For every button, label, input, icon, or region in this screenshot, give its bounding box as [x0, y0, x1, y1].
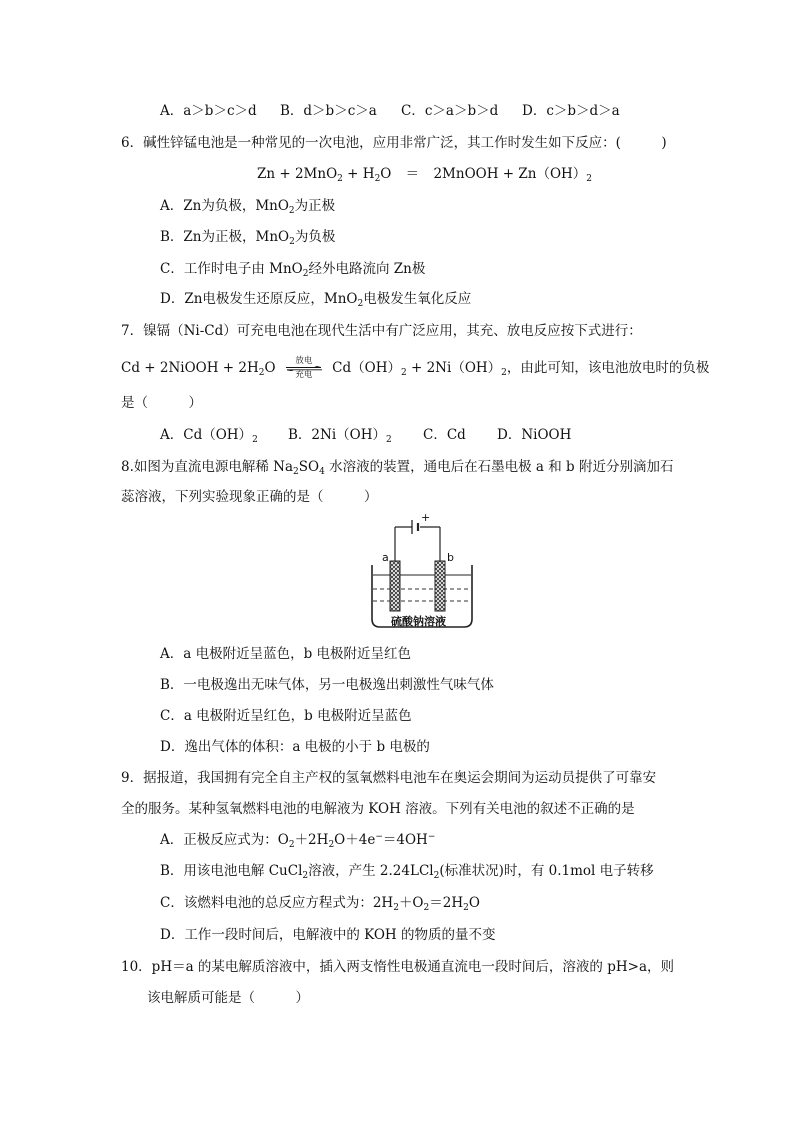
q6-eq-left2: + H — [342, 166, 375, 182]
q9-option-d: D．工作一段时间后，电解液中的 KOH 的物质的量不变 — [160, 927, 496, 943]
q8-option-c: C．a 电极附近呈红色，b 电极附近呈蓝色 — [160, 708, 412, 724]
q7-eq-left2: O — [264, 360, 276, 376]
q5-options — [160, 101, 620, 121]
q6-eq-sub: 2 — [337, 174, 343, 184]
q7-equation — [121, 357, 709, 380]
q7-stem-end: 是（ ） — [121, 395, 202, 411]
q7-eq-right: Cd（OH） — [332, 360, 401, 376]
q6-d-text: D．Zn电极发生还原反应，MnO — [160, 291, 358, 307]
q6-c-text2: 经外电路流向 Zn极 — [308, 261, 426, 277]
q6-a-text: A．Zn为负极，MnO — [160, 198, 289, 214]
solution-label: 硫酸钠溶液 — [391, 615, 446, 628]
q7-eq-sub: 2 — [400, 368, 407, 378]
q6-c-sub: 2 — [302, 269, 309, 279]
q8-option-a: A．a 电极附近呈蓝色，b 电极附近呈红色 — [160, 646, 412, 662]
q7-stem: 7．镍镉（Ni-Cd）可充电电池在现代生活中有广泛应用，其充、放电反应按下式进行： — [121, 323, 642, 339]
arrow-label-charge: 充电 — [295, 370, 313, 380]
q10-stem-2: 该电解质可能是（ ） — [147, 990, 309, 1006]
q7-option-a: A．$Cd(OH)_2$ — [160, 427, 258, 445]
q7-option-b: B．$2Ni(OH)_2$ — [288, 427, 392, 445]
q6-eq-left: Zn + 2MnO — [257, 166, 338, 182]
q7-option-d: D．NiOOH — [497, 427, 572, 443]
q6-a-sub: 2 — [288, 206, 295, 216]
q7-eq-tail: ，由此可知，该电池放电时的负极 — [506, 360, 710, 376]
q8-sub: 2 — [293, 467, 299, 477]
q7-eq-left: Cd + 2NiOOH + 2H — [121, 360, 259, 376]
q7-eq-right2: + 2Ni（OH） — [406, 360, 502, 376]
label-plus: + — [421, 511, 431, 524]
q5-option-d: D．c＞b＞d＞a — [522, 103, 620, 119]
q8-option-b: B．一电极逸出无味气体，另一电极逸出刺激性气味气体 — [160, 677, 494, 693]
q8-stem-3: 水溶液的装置，通电后在石墨电极 a 和 b 附近分别滴加石 — [324, 459, 674, 475]
q6-option-a — [160, 196, 335, 216]
electrode-b — [435, 561, 445, 611]
arrow-icon — [286, 366, 322, 371]
q6-d-sub: 2 — [357, 299, 364, 309]
q9-option-c: C．该燃料电池的总反应方程式为：$2H_2+O_2=2H_2O$ — [160, 895, 480, 913]
label-b: b — [447, 551, 454, 564]
q6-eq-equals: ＝ — [405, 166, 420, 182]
q6-option-d — [160, 289, 471, 309]
q6-stem: 6．碱性锌锰电池是一种常见的一次电池，应用非常广泛，其工作时发生如下反应：( ) — [121, 135, 667, 151]
q10-stem-1: 10．pH＝a 的某电解质溶液中，插入两支惰性电极通直流电一段时间后，溶液的 pH>a，则 — [121, 959, 674, 975]
q7-options — [160, 425, 571, 445]
q7-eq-sub: 2 — [501, 368, 507, 378]
q8-sub: 4 — [319, 467, 325, 477]
q8-stem — [121, 457, 674, 477]
q6-eq-sub: 2 — [586, 174, 593, 184]
q8-option-d: D．逸出气体的体积：a 电极的小于 b 电极的 — [160, 739, 430, 755]
q8-stem-line2: 蕊溶液，下列实验现象正确的是（ ） — [121, 489, 378, 505]
q6-b-text: B．Zn为正极，MnO — [160, 229, 290, 245]
q6-eq-sub: 2 — [374, 174, 381, 184]
q6-option-b — [160, 227, 335, 247]
q6-a-text2: 为正极 — [294, 198, 336, 214]
q5-option-a: A．a＞b＞c＞d — [160, 103, 257, 119]
q6-c-text: C．工作时电子由 MnO — [160, 261, 303, 277]
q7-eq-sub: 2 — [258, 368, 265, 378]
q9-option-b: B．用该电池电解 CuCl$_2$溶液，产生 2.24LCl$_2$(标准状况)时，有 0.1mol 电子转移 — [160, 863, 654, 881]
q6-equation — [257, 164, 592, 184]
electrode-a — [390, 561, 400, 611]
q8-stem-1: 8.如图为直流电源电解稀 Na — [121, 459, 294, 475]
electrolysis-figure — [366, 511, 478, 635]
arrow-label-discharge: 放电 — [295, 356, 313, 366]
q6-eq-left3: O — [380, 166, 392, 182]
q5-option-b: B．d＞b＞c＞a — [280, 103, 377, 119]
q8-stem-2: SO — [298, 459, 320, 475]
q9-option-a: A．正极反应式为：$O_2+2H_2O+4e^-=4OH^-$ — [160, 832, 436, 850]
q7-option-c: C．Cd — [423, 427, 466, 443]
q9-stem-2: 全的服务。某种氢氧燃料电池的电解液为 KOH 溶液。下列有关电池的叙述不正确的是 — [121, 801, 635, 817]
q9-stem-1: 9．据报道，我国拥有完全自主产权的氢氧燃料电池车在奥运会期间为运动员提供了可靠安 — [121, 770, 657, 786]
q6-option-c — [160, 259, 425, 279]
q6-eq-right: 2MnOOH + Zn（OH） — [433, 166, 587, 182]
q6-b-text2: 为负极 — [294, 229, 336, 245]
q5-option-c: C．c＞a＞b＞d — [401, 103, 499, 119]
q6-d-text2: 电极发生氧化反应 — [363, 291, 472, 307]
q6-b-sub: 2 — [289, 237, 295, 247]
label-a: a — [382, 551, 389, 564]
reversible-arrow — [286, 357, 322, 380]
